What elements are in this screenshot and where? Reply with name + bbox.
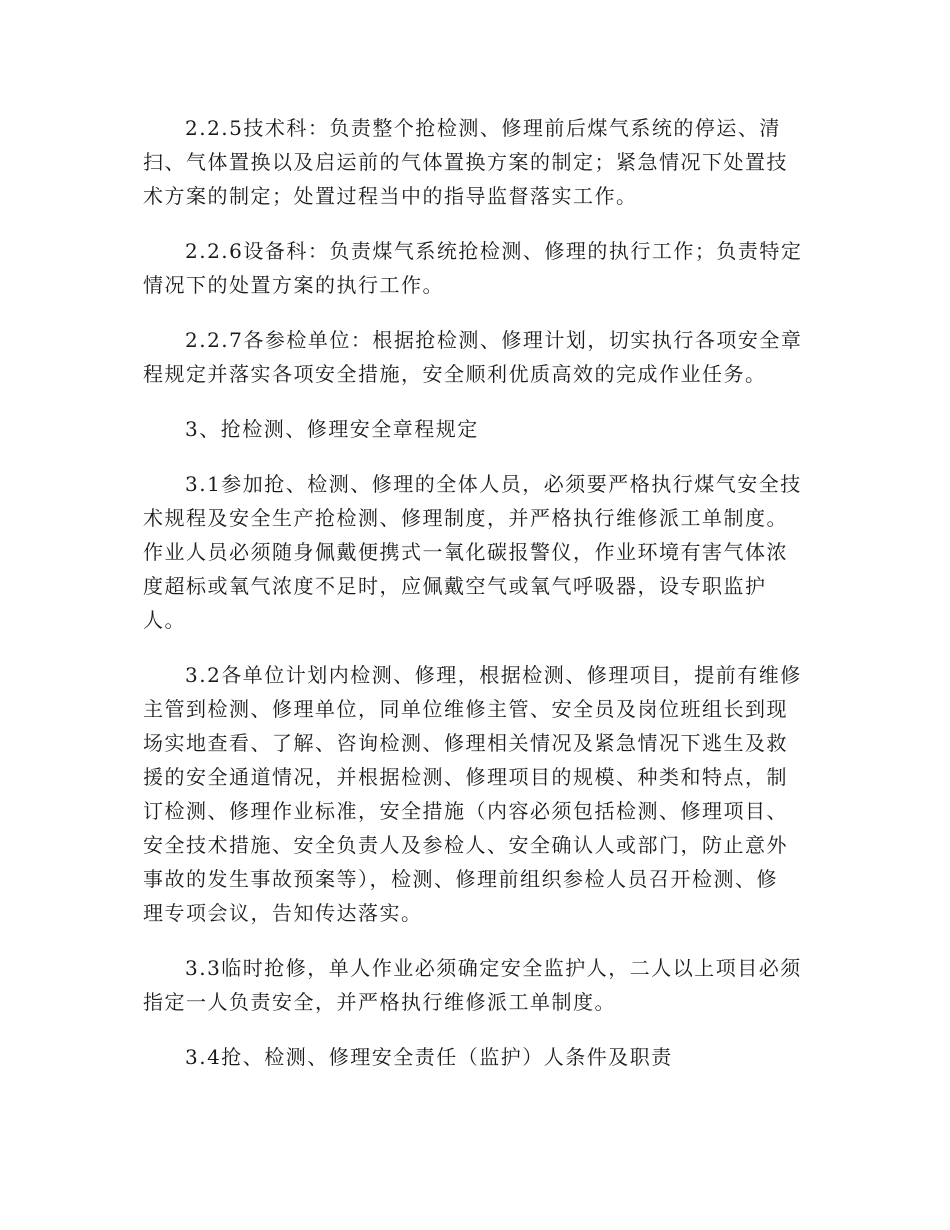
- paragraph-3-2: [143, 658, 810, 930]
- text-line: 3.3临时抢修，单人作业必须确定安全监护人，二人以上项目必须: [185, 956, 802, 980]
- paragraph-2-2-5: [143, 111, 810, 213]
- text-line: 程规定并落实各项安全措施，安全顺利优质高效的完成作业任务。: [143, 362, 767, 386]
- document-body: [143, 111, 810, 1095]
- text-line: 3.1参加抢、检测、修理的全体人员，必须要严格执行煤气安全技: [185, 472, 802, 496]
- text-line: 2.2.7各参检单位：根据抢检测、修理计划，切实执行各项安全章: [185, 328, 803, 352]
- text-line: 2.2.6设备科：负责煤气系统抢检测、修理的执行工作；负责特定: [185, 239, 803, 263]
- text-line: 事故的发生事故预案等），检测、修理前组织参检人员召开检测、修: [143, 867, 778, 891]
- text-line: 订检测、修理作业标准，安全措施（内容必须包括检测、修理项目、: [143, 799, 788, 823]
- text-line: 主管到检测、修理单位，同单位维修主管、安全员及岗位班组长到现: [143, 697, 788, 721]
- text-line: 情况下的处置方案的执行工作。: [143, 273, 444, 297]
- paragraph-3-3: [143, 951, 810, 1019]
- text-line: 理专项会议，告知传达落实。: [143, 901, 423, 925]
- text-line: 2.2.5技术科：负责整个抢检测、修理前后煤气系统的停运、清: [185, 116, 781, 140]
- section-heading-3: [143, 412, 810, 446]
- paragraph-3-1: [143, 467, 810, 637]
- text-line: 3.2各单位计划内检测、修理，根据检测、修理项目，提前有维修: [185, 663, 802, 687]
- text-line: 指定一人负责安全，并严格执行维修派工单制度。: [143, 990, 616, 1014]
- text-line: 场实地查看、了解、咨询检测、修理相关情况及紧急情况下逃生及救: [143, 731, 788, 755]
- text-line: 术方案的制定；处置过程当中的指导监督落实工作。: [143, 184, 638, 208]
- text-line: 3.4抢、检测、修理安全责任（监护）人条件及职责: [185, 1045, 673, 1069]
- text-line: 安全技术措施、安全负责人及参检人、安全确认人或部门，防止意外: [143, 833, 788, 857]
- text-line: 作业人员必须随身佩戴便携式一氧化碳报警仪，作业环境有害气体浓: [143, 540, 788, 564]
- text-line: 扫、气体置换以及启运前的气体置换方案的制定；紧急情况下处置技: [143, 150, 788, 174]
- text-line: 援的安全通道情况，并根据检测、修理项目的规模、种类和特点，制: [143, 765, 788, 789]
- paragraph-3-4: [143, 1040, 810, 1074]
- text-line: 度超标或氧气浓度不足时，应佩戴空气或氧气呼吸器，设专职监护: [143, 574, 767, 598]
- paragraph-2-2-6: [143, 234, 810, 302]
- text-line: 人。: [143, 608, 186, 632]
- text-line: 3、抢检测、修理安全章程规定: [185, 417, 479, 441]
- text-line: 术规程及安全生产抢检测、修理制度，并严格执行维修派工单制度。: [143, 506, 788, 530]
- paragraph-2-2-7: [143, 323, 810, 391]
